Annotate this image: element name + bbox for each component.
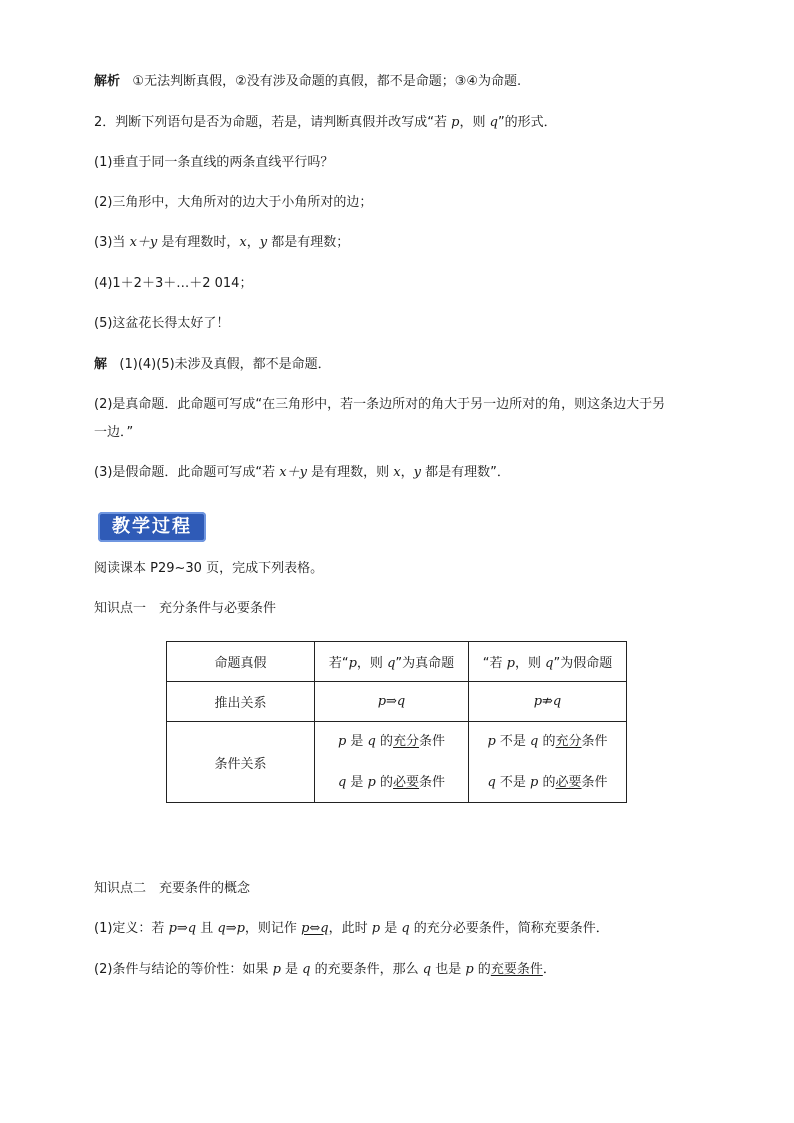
- var-p: p: [506, 656, 515, 671]
- text: 是: [280, 962, 303, 977]
- text: 也是: [431, 962, 466, 977]
- text: 都是有理数；: [267, 235, 350, 250]
- cell-line: [469, 732, 626, 752]
- text: 的: [538, 733, 556, 749]
- text: 的充分必要条件，简称充要条件．: [409, 921, 609, 936]
- question-item-3: [94, 234, 349, 252]
- text: 条件: [419, 733, 446, 749]
- var-y: y: [259, 235, 268, 250]
- text: 的: [375, 774, 394, 790]
- var-q: q: [530, 733, 539, 749]
- text: 是: [380, 921, 402, 936]
- math-expr: x＋y: [279, 465, 307, 480]
- answer-line-2: (2)是真命题．此命题可写成“在三角形中，若一条边所对的角大于另一边所对的角，则这条边大于另: [94, 397, 666, 412]
- answer-line-4: [94, 464, 510, 482]
- text: 的: [375, 733, 394, 749]
- text: 条件: [581, 733, 608, 749]
- var-x: x: [239, 235, 247, 250]
- math-expr: x＋y: [129, 235, 158, 250]
- text: ”为假命题: [553, 656, 613, 671]
- var-q: q: [545, 656, 554, 671]
- text: ，则: [459, 115, 490, 130]
- var-p: p: [487, 733, 496, 749]
- question-2-prompt: [94, 114, 557, 132]
- text: (1)定义：若: [94, 921, 169, 936]
- text: 不是: [495, 774, 531, 790]
- text: ，: [400, 465, 414, 480]
- text: ，则记作: [244, 921, 302, 936]
- table-cell: 条件关系: [167, 722, 315, 803]
- answer-line-1: [94, 356, 331, 374]
- var-q: q: [401, 921, 410, 936]
- condition-table: [166, 641, 627, 803]
- cell-line: [469, 773, 626, 793]
- text: (1)(4)(5)未涉及真假，都不是命题．: [119, 357, 331, 372]
- var-x: x: [393, 465, 401, 480]
- text: ，则: [514, 656, 546, 671]
- text: ，: [246, 235, 260, 250]
- fill-in-answer: 充分: [393, 733, 420, 749]
- question-item-2: (2)三角形中，大角所对的边大于小角所对的边；: [94, 195, 373, 210]
- text: 2．判断下列语句是否为命题，若是，请判断真假并改写成“若: [94, 115, 452, 130]
- fill-in-answer: 充分: [555, 733, 582, 749]
- text: 的充要条件，那么: [310, 962, 423, 977]
- text: 不是: [495, 733, 531, 749]
- answer-line-3: 一边．”: [94, 425, 134, 440]
- var-p: p: [367, 774, 376, 790]
- math-expr: p⇒q: [168, 921, 197, 936]
- fill-in-answer: 必要: [555, 774, 582, 790]
- equivalence-line: [94, 961, 556, 979]
- text: 是有理数时，: [157, 235, 240, 250]
- text: ”的形式．: [497, 115, 557, 130]
- table-header-cell: [469, 642, 627, 682]
- var-p: p: [530, 774, 539, 790]
- reading-instruction: 阅读课本 P29~30 页，完成下列表格。: [94, 561, 324, 576]
- table-row: [167, 642, 627, 682]
- table-row: [167, 682, 627, 722]
- text: (3)是假命题．此命题可写成“若: [94, 465, 280, 480]
- answer-label: 解: [94, 357, 108, 372]
- var-y: y: [413, 465, 421, 480]
- solution-note: [94, 73, 521, 91]
- text: (3)当: [94, 235, 130, 250]
- var-q: q: [367, 733, 376, 749]
- fill-in-answer: p⇔q: [301, 921, 329, 936]
- table-row: [167, 722, 627, 803]
- text: 是有理数，则: [306, 465, 394, 480]
- text: 且: [196, 921, 218, 936]
- text: 条件: [419, 774, 446, 790]
- table-cell: 推出关系: [167, 682, 315, 722]
- question-item-4: (4)1＋2＋3＋…＋2 014；: [94, 276, 253, 291]
- fill-in-answer: 必要: [393, 774, 420, 790]
- var-p: p: [451, 115, 460, 130]
- question-item-5: (5)这盆花长得太好了！: [94, 316, 230, 331]
- var-p: p: [465, 962, 474, 977]
- section-banner: [98, 512, 206, 542]
- var-q: q: [487, 774, 496, 790]
- knowledge-point-2-title: 知识点二 充要条件的概念: [94, 881, 251, 896]
- text: 都是有理数”．: [420, 465, 510, 480]
- section-banner-title: 教学过程: [112, 516, 192, 537]
- var-p: p: [337, 733, 347, 749]
- var-p: p: [272, 962, 281, 977]
- text: 是: [346, 733, 368, 749]
- definition-line: [94, 920, 609, 938]
- cell-line: [315, 773, 468, 793]
- var-q: q: [337, 774, 347, 790]
- table-cell: [469, 722, 627, 803]
- text: 的: [538, 774, 556, 790]
- knowledge-point-1-title: 知识点一 充分条件与必要条件: [94, 601, 277, 616]
- table-cell: [315, 722, 469, 803]
- var-q: q: [387, 656, 396, 671]
- table-header-cell: 命题真假: [167, 642, 315, 682]
- text: 的: [473, 962, 491, 977]
- var-q: q: [422, 962, 432, 977]
- var-q: q: [489, 115, 498, 130]
- fill-in-answer: 充要条件: [490, 962, 543, 977]
- text: 是: [346, 774, 368, 790]
- text: ，则: [356, 656, 388, 671]
- math-expr: q⇒p: [217, 921, 245, 936]
- solution-note-text: ①无法判断真假，②没有涉及命题的真假，都不是命题；③④为命题.: [132, 74, 522, 89]
- text: (2)条件与结论的等价性：如果: [94, 962, 273, 977]
- table-cell: p⇏q: [469, 682, 627, 722]
- text: ，此时: [328, 921, 372, 936]
- text: ”为真命题: [395, 656, 455, 671]
- var-p: p: [348, 656, 357, 671]
- table-cell: p⇒q: [315, 682, 469, 722]
- text: 若“: [328, 656, 349, 671]
- text: ．: [542, 962, 556, 977]
- var-p: p: [371, 921, 381, 936]
- cell-line: [315, 732, 468, 752]
- text: “若: [482, 656, 507, 671]
- table-header-cell: [315, 642, 469, 682]
- text: 条件: [581, 774, 608, 790]
- var-q: q: [302, 962, 311, 977]
- question-item-1: (1)垂直于同一条直线的两条直线平行吗？: [94, 155, 334, 170]
- solution-note-label: 解析: [94, 74, 121, 89]
